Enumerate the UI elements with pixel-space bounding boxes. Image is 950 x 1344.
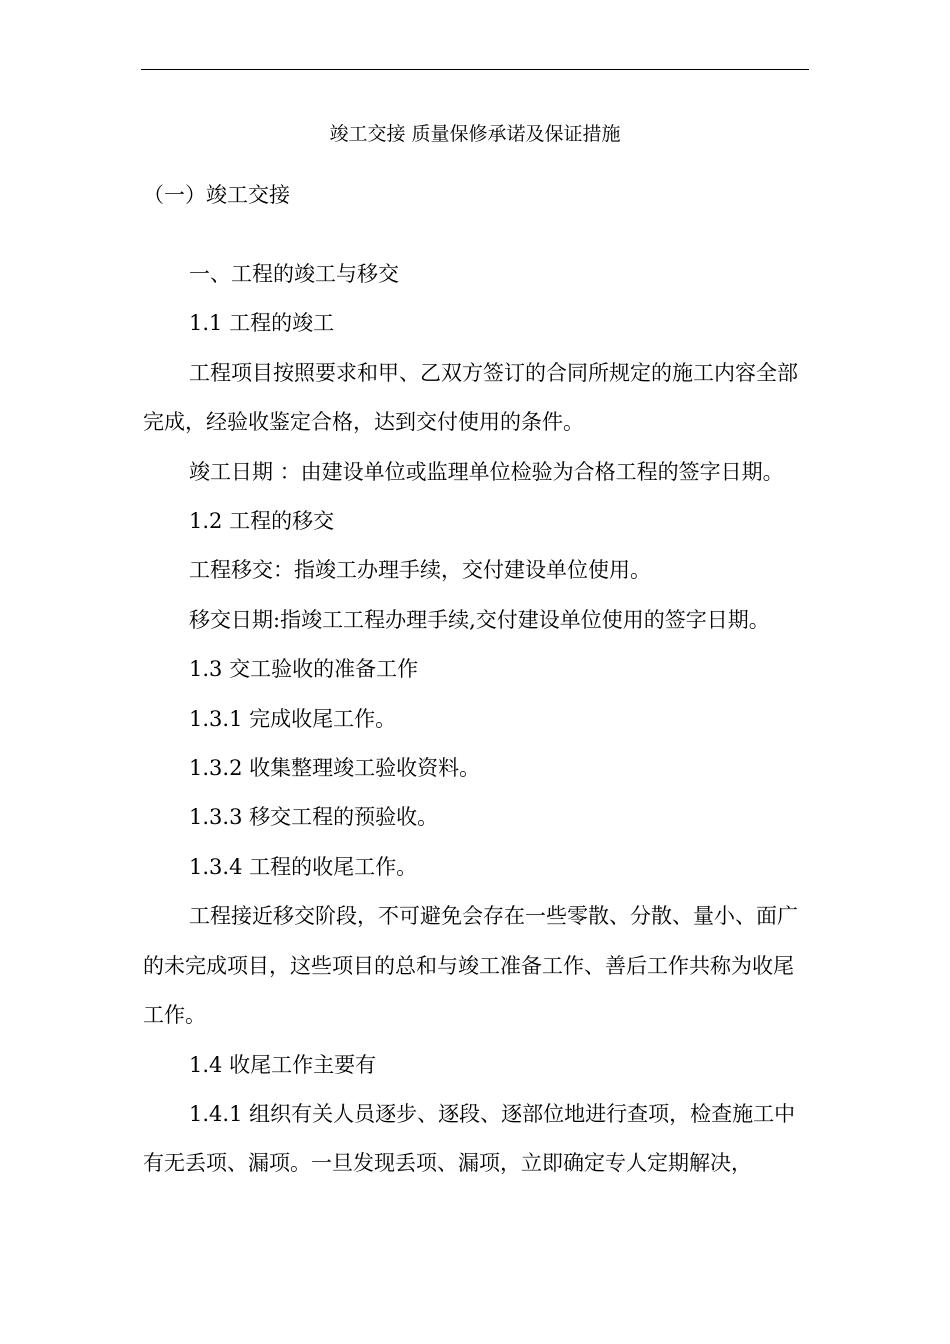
paragraph-subheading-1-4: 1.4 收尾工作主要有 [189,1052,377,1077]
paragraph-finishing-work: 工程接近移交阶段，不可避免会存在一些零散、分散、量小、面广的未完成项目，这些项目的总和与竣工准备工作、善后工作共称为收尾工作。 [143,904,798,1028]
paragraph-item-1-3-1: 1.3.1 完成收尾工作。 [189,706,397,731]
paragraph-subheading-1-3: 1.3 交工验收的准备工作 [189,657,419,682]
paragraph-item-1-4-1: 1.4.1 组织有关人员逐步、逐段、逐部位地进行查项，检查施工中有无丢项、漏项。一旦发现丢项、漏项，立即确定专人定期解决， [143,1101,796,1176]
paragraph-item-1-3-4: 1.3.4 工程的收尾工作。 [189,854,418,879]
paragraph-handover-definition: 工程移交：指竣工办理手续，交付建设单位使用。 [189,558,651,583]
paragraph-heading-1: 一、工程的竣工与移交 [189,262,399,286]
header-rule [141,69,809,70]
paragraph-subheading-1-1: 1.1 工程的竣工 [189,311,335,336]
paragraph-item-1-3-3: 1.3.3 移交工程的预验收。 [189,805,439,830]
document-body [143,250,813,1189]
paragraph-item-1-3-2: 1.3.2 收集整理竣工验收资料。 [189,756,481,781]
document-title: 竣工交接 质量保修承诺及保证措施 [329,123,621,145]
paragraph-handover-date: 移交日期:指竣工工程办理手续,交付建设单位使用的签字日期。 [189,607,770,632]
paragraph-completion-definition: 工程项目按照要求和甲、乙双方签订的合同所规定的施工内容全部完成，经验收鉴定合格，达到交付使用的条件。 [143,360,798,435]
section-heading: （一）竣工交接 [143,183,290,207]
paragraph-subheading-1-2: 1.2 工程的移交 [189,509,335,534]
paragraph-completion-date: 竣工日期 ：由建设单位或监理单位检验为合格工程的签字日期。 [189,459,784,484]
